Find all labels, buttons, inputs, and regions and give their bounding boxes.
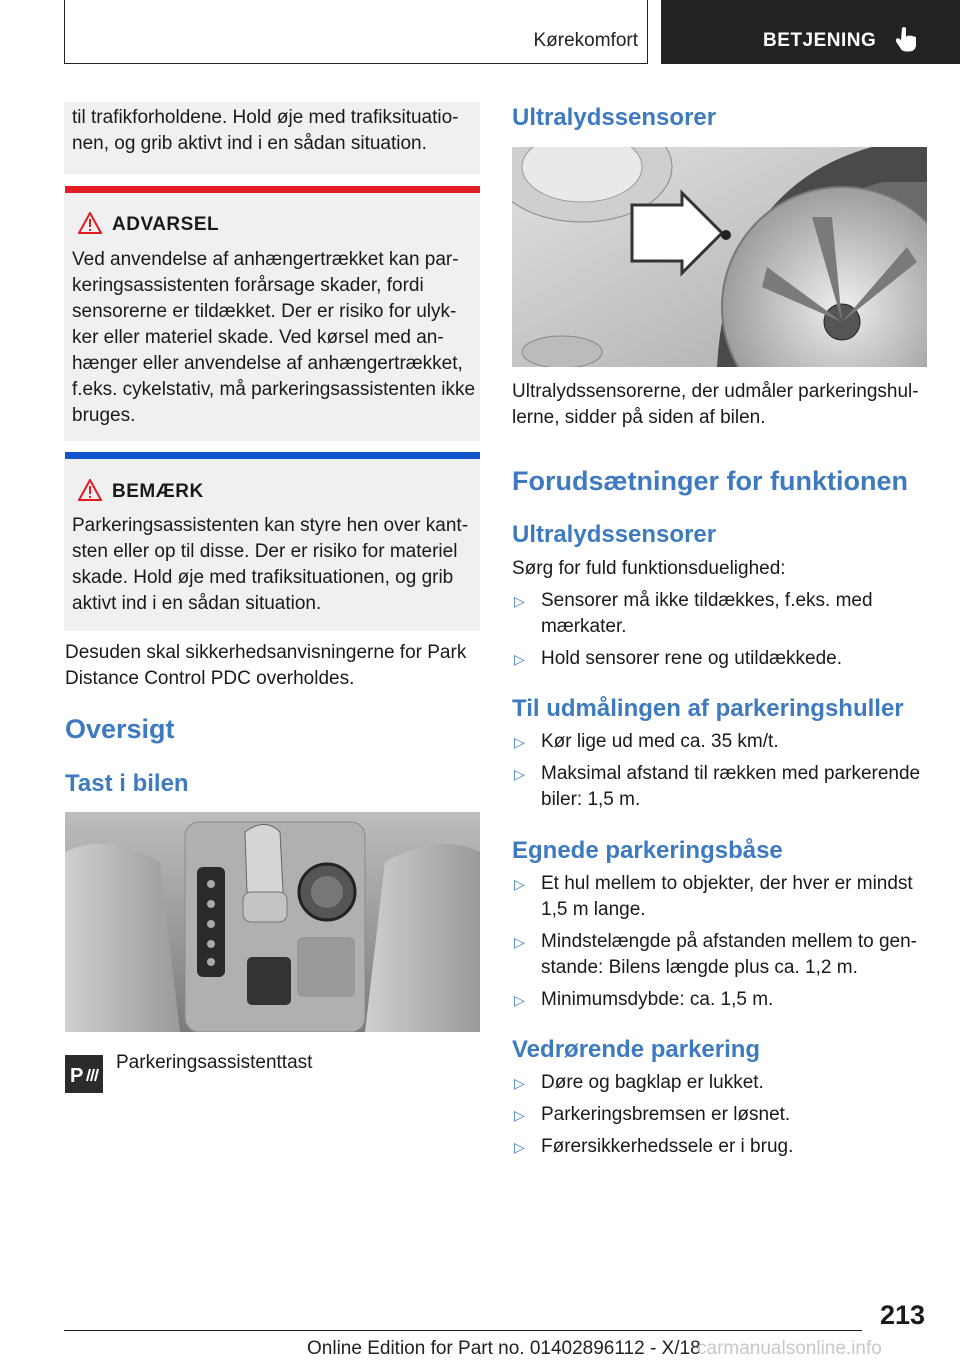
wheel-sensor-image bbox=[512, 147, 927, 367]
list-item: ▷ Mindstelængde på afstanden mellem to gen-stande: Bilens længde plus ca. 1,2 m. bbox=[514, 931, 918, 978]
notice-icon bbox=[78, 479, 102, 506]
heading-ultrasonic-sensors: Ultralydssensorer bbox=[512, 104, 717, 131]
heading-parking: Vedrørende parkering bbox=[512, 1036, 761, 1063]
image-caption: Ultralydssensorerne, der udmåler parkeringshul-lerne, sidder på siden af bilen. bbox=[512, 381, 919, 428]
heading-suitable-spaces: Egnede parkeringsbåse bbox=[512, 837, 783, 864]
warning-box bbox=[64, 193, 480, 441]
warning-bar bbox=[65, 186, 480, 193]
list-item: ▷ Minimumsdybde: ca. 1,5 m. bbox=[512, 987, 927, 1013]
list-item: ▷ Kør lige ud med ca. 35 km/t. bbox=[512, 729, 927, 755]
sensors-list bbox=[512, 588, 927, 678]
warning-title: ADVARSEL bbox=[112, 214, 220, 235]
list-item: ▷ Parkeringsbremsen er løsnet. bbox=[512, 1102, 927, 1128]
list-item: ▷ Et hul mellem to objekter, der hver er mindst 1,5 m lange. bbox=[514, 873, 913, 920]
triangle-bullet-icon: ▷ bbox=[514, 992, 525, 1008]
list-item: ▷ Sensorer må ikke tildækkes, f.eks. med mærkater. bbox=[514, 590, 873, 637]
intro-box-text: til trafikforholdene. Hold øje med trafiksituatio-nen, og grib aktivt ind i en sådan situation. bbox=[72, 107, 459, 154]
header-chapter-tab[interactable] bbox=[661, 0, 960, 64]
list-item: ▷ Hold sensorer rene og utildækkede. bbox=[512, 646, 927, 672]
notice-box bbox=[64, 459, 480, 631]
notice-text: Parkeringsassistenten kan styre hen over kant-sten eller op til disse. Der er risiko for materiel skade. Hold øje med trafiksituationen, og grib aktivt ind i en sådan situation. bbox=[72, 515, 469, 614]
warning-icon bbox=[78, 212, 102, 239]
triangle-bullet-icon: ▷ bbox=[514, 593, 525, 609]
list-item: ▷ Maksimal afstand til rækken med parkerende biler: 1,5 m. bbox=[514, 763, 921, 810]
watermark-text: carmanualsonline.info bbox=[697, 1338, 882, 1359]
triangle-bullet-icon: ▷ bbox=[514, 934, 525, 950]
triangle-bullet-icon: ▷ bbox=[514, 876, 525, 892]
notice-bar bbox=[65, 452, 480, 459]
hand-pointer-icon bbox=[896, 26, 918, 57]
triangle-bullet-icon: ▷ bbox=[514, 651, 525, 667]
pdc-paragraph: Desuden skal sikkerhedsanvisningerne for Park Distance Control PDC overholdes. bbox=[65, 642, 467, 689]
header-section-title: Kørekomfort bbox=[533, 30, 638, 51]
parking-assistant-button-icon bbox=[65, 1055, 103, 1093]
footer-divider bbox=[64, 1330, 862, 1331]
list-item: ▷ Døre og bagklap er lukket. bbox=[512, 1070, 927, 1096]
center-console-image bbox=[65, 812, 480, 1032]
list-item: ▷ Førersikkerhedssele er i brug. bbox=[512, 1134, 927, 1160]
button-caption: Parkeringsassistenttast bbox=[116, 1052, 313, 1073]
heading-prerequisites: Forudsætninger for funktionen bbox=[512, 466, 908, 496]
measure-list bbox=[512, 729, 927, 819]
intro-box bbox=[64, 102, 480, 174]
spaces-list bbox=[512, 871, 927, 1019]
sensors-intro: Sørg for fuld funktionsduelighed: bbox=[512, 558, 786, 579]
heading-button-in-car: Tast i bilen bbox=[65, 770, 189, 797]
page-number: 213 bbox=[880, 1300, 926, 1330]
heading-ultrasonic-sensors-2: Ultralydssensorer bbox=[512, 521, 717, 548]
triangle-bullet-icon: ▷ bbox=[514, 1107, 525, 1123]
triangle-bullet-icon: ▷ bbox=[514, 766, 525, 782]
triangle-bullet-icon: ▷ bbox=[514, 1139, 525, 1155]
heading-overview: Oversigt bbox=[65, 714, 175, 744]
svg-text:P: P bbox=[70, 1065, 84, 1087]
triangle-bullet-icon: ▷ bbox=[514, 734, 525, 750]
edition-text: Online Edition for Part no. 01402896112 - X/18 bbox=[307, 1338, 701, 1359]
warning-text: Ved anvendelse af anhængertrækket kan par-keringsassistenten forårsage skader, fordi sensorerne er tildækket. Der er risiko for ulyk-ker eller materiel skade. Ved kørsel med an-hænger eller anvendelse af anhængertrækket, f.eks. cykelstativ, må parkeringsassistenten ikke bruges. bbox=[72, 249, 476, 426]
chapter-tab-label: BETJENING bbox=[763, 30, 877, 51]
notice-title: BEMÆRK bbox=[112, 481, 204, 502]
parking-list bbox=[512, 1070, 927, 1166]
triangle-bullet-icon: ▷ bbox=[514, 1075, 525, 1091]
footer-edition bbox=[307, 1338, 882, 1360]
heading-measuring: Til udmålingen af parkeringshuller bbox=[512, 695, 904, 722]
